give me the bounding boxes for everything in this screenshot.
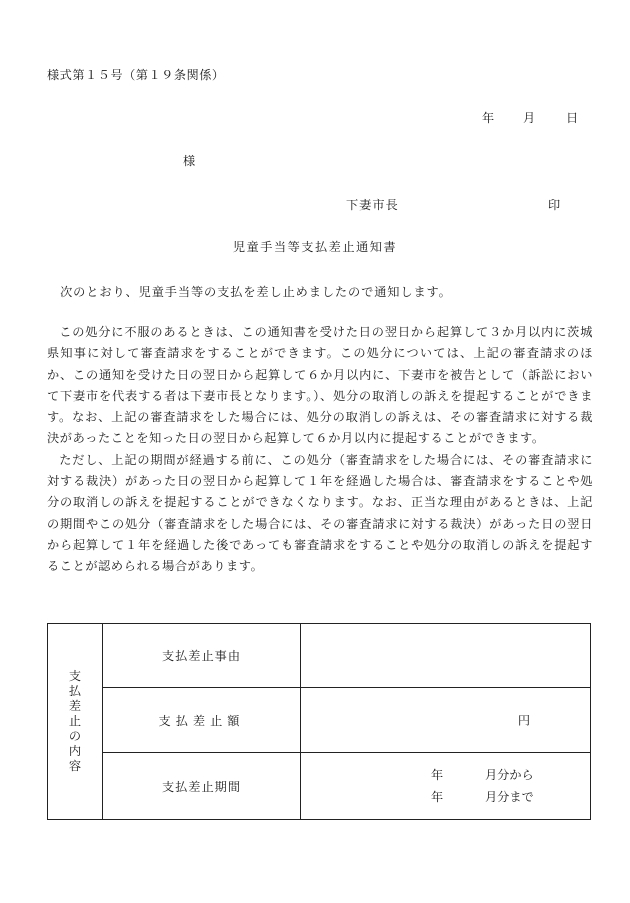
side-label-cell [48,624,103,820]
period-to-month: 月分まで [485,790,534,804]
amount-label: 支払差止額 [103,688,301,753]
period-from-month: 月分から [485,768,534,782]
period-to-year: 年 [431,790,444,804]
appeal-notice [47,322,593,578]
date-day-label: 日 [566,111,579,125]
period-to-line [301,786,590,808]
date-line [482,109,578,126]
addressee-suffix: 様 [183,154,196,168]
lead-text [47,283,452,300]
date-month-label: 月 [523,111,536,125]
period-from-year: 年 [431,768,444,782]
side-char: 内 [68,744,82,758]
yen-unit: 円 [517,713,530,728]
seal-mark: 印 [548,198,561,212]
reason-label: 支払差止事由 [103,624,301,688]
side-char: 差 [68,699,82,713]
issuer-name: 下妻市長 [346,198,399,212]
notice-paragraph-2: ただし、上記の期間が経過する前に、この処分（審査請求をした場合には、その審査請求に対する裁決）があった日の翌日から起算して１年を経過した場合は、審査請求をすることや処分の取消しの訴えを提起することができなくなります。なお、正当な理由があるときは、上記の期間やこの処分（審査請求をした場合には、その審査請求に対する裁決）があった日の翌日から起算して１年を経過した後であっても審査請求をすることや処分の取消しの訴えを提起することが認められる場合があります。 [47,452,593,574]
period-from-line [301,764,590,786]
suspension-details-table [47,623,591,820]
notice-paragraph-1: この処分に不服のあるときは、この通知書を受けた日の翌日から起算して３か月以内に茨城県知事に対して審査請求をすることができます。この処分については、上記の審査請求のほか、この通知を受けた日の翌日から起算して６か月以内に、下妻市を被告として（訴訟において下妻市を代表する者は下妻市長となります。）、処分の取消しの訴えを提起することができます。なお、上記の審査請求をした場合には、処分の取消しの訴えは、その審査請求に対する裁決があったことを知った日の翌日から起算して６か月以内に提起することができます。 [47,325,593,446]
lead-text-body: 次のとおり、児童手当等の支払を差し止めましたので通知します。 [60,285,452,299]
side-char: 払 [68,684,82,698]
side-char: 止 [68,714,82,728]
side-char: 支 [68,669,82,683]
side-char: の [68,729,82,743]
form-number: 様式第１５号（第１９条関係） [47,68,225,82]
document-title: 児童手当等支払差止通知書 [232,240,398,254]
period-label: 支払差止期間 [103,753,301,820]
side-label-vertical [69,669,81,774]
side-char: 容 [68,759,82,773]
period-value-field[interactable] [301,753,591,820]
amount-value-field[interactable] [301,688,591,753]
reason-value-field[interactable] [301,624,591,688]
date-year-label: 年 [482,111,495,125]
